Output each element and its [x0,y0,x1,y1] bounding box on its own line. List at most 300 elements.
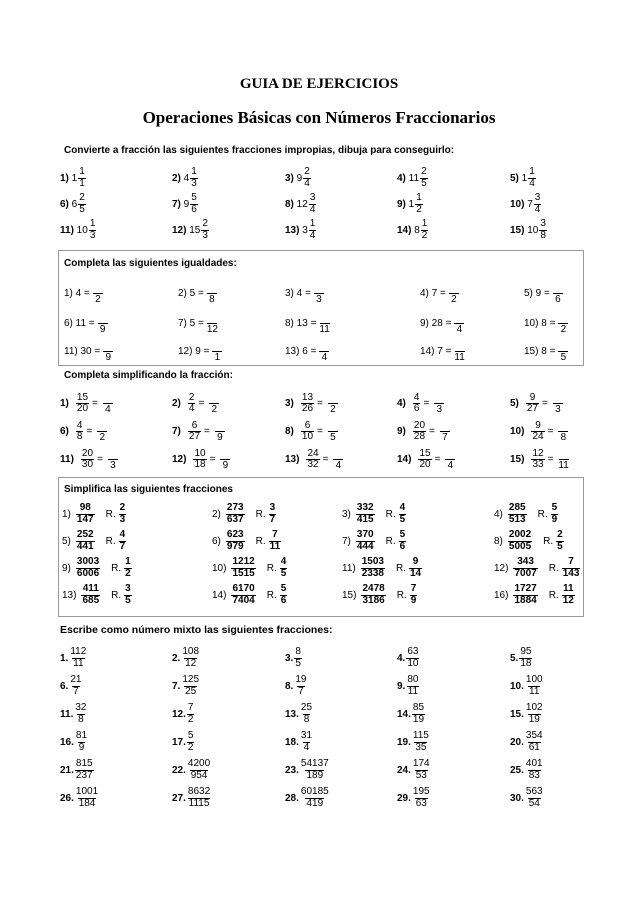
item-number: 6) [60,426,69,437]
blank-fraction[interactable] [98,312,108,335]
answer-fraction [119,503,127,525]
numerator: 285 [508,502,526,513]
numerator: 1212 [232,556,255,567]
numerator: 2 [79,192,85,203]
item-number: 2) [172,172,181,184]
item-number: 15) [510,224,525,236]
numerator: 3003 [76,556,100,567]
denominator: 444 [356,540,374,552]
mixed-conversion-item [172,759,212,781]
improper-fraction [187,703,195,725]
denominator: 4 [456,324,463,335]
numerator: 4 [399,502,406,513]
blank-numerator[interactable] [440,420,450,432]
page-subtitle: Operaciones Básicas con Números Fraccionarios [142,108,496,127]
simplify-item [60,420,107,443]
fraction-part [421,219,429,241]
denominator: 4 [447,460,454,471]
denominator: 6 [191,203,197,215]
item-number: 13. [285,708,299,720]
blank-numerator[interactable] [314,282,324,294]
denominator: 419 [306,797,324,809]
blank-fraction[interactable] [319,340,329,363]
blank-fraction[interactable] [212,340,222,363]
denominator: 2 [451,294,457,305]
numerator: 6 [304,419,311,431]
improper-fraction [412,759,431,781]
numerator: 815 [75,758,93,769]
improper-fraction [300,703,313,725]
equality-item [420,312,464,335]
numerator: 60185 [300,786,329,797]
numerator: 3 [534,192,541,203]
denominator: 513 [508,513,526,525]
item-number: 9) [397,198,406,210]
improper-fraction [525,703,544,725]
simplify-item [510,420,568,443]
fraction-part [309,193,317,215]
mixed-conversion-item [510,787,545,809]
numerator: 623 [226,529,244,540]
numerator: 2 [202,218,208,229]
denominator: 54 [528,797,540,809]
blank-numerator[interactable] [558,312,568,324]
denominator: 5 [79,203,85,215]
blank-fraction[interactable] [215,420,225,443]
answer-fraction [269,530,282,552]
denominator: 3 [436,404,443,415]
blank-fraction[interactable] [328,392,338,415]
original-fraction [188,393,196,415]
improper-fraction [187,759,211,781]
denominator: 20 [76,403,89,414]
numerator: 100 [525,674,543,685]
item-number: 14) [397,224,412,236]
numerator: 4 [280,556,287,567]
mixed-number-item [510,167,537,189]
denominator: 8 [303,713,310,725]
equality-item [524,312,568,335]
whole-part: 6 [68,198,78,210]
numerator: 9 [529,391,536,403]
numerator: 1 [89,218,96,229]
denominator: 8 [78,713,84,725]
item-number: 11) [342,562,356,574]
numerator: 1 [125,556,131,567]
denominator: 4 [309,203,316,215]
fraction-part [78,193,86,215]
original-fraction [81,449,94,471]
item-number: 4. [397,652,406,664]
item-number: 17. [172,736,186,748]
numerator: 98 [79,502,91,513]
blank-numerator[interactable] [319,340,329,352]
mixed-conversion-item [285,647,303,669]
fraction-part [303,167,311,189]
equals-sign: = [317,398,323,409]
blank-numerator[interactable] [108,448,118,460]
denominator: 30 [81,459,94,470]
equals-sign: = [547,426,554,437]
numerator: 9 [535,419,541,431]
blank-numerator[interactable] [553,392,563,404]
improper-fraction [187,787,211,809]
original-fraction [193,449,206,471]
blank-fraction[interactable] [209,392,219,415]
answer-fraction [280,557,288,579]
denominator: 4 [303,741,310,753]
fraction-part [78,167,86,189]
item-number: 14) [397,454,412,465]
denominator: 14 [409,567,422,579]
fraction-to-simplify [361,557,385,579]
mixed-conversion-item [285,703,314,725]
answer-fraction [399,503,407,525]
equality-label: 13) 6 = [285,346,317,357]
answer-label: R. [105,535,116,547]
blank-fraction[interactable] [220,448,230,471]
equality-label: 9) 28 = [420,318,452,329]
improper-fraction [412,787,431,809]
blank-fraction[interactable] [434,392,444,415]
blank-fraction[interactable] [207,312,218,335]
denominator: 11 [269,540,281,552]
denominator: 1115 [188,797,210,809]
denominator: 2338 [361,567,384,579]
mixed-conversion-item [60,759,95,781]
improper-fraction [75,731,88,753]
simplify-item [510,448,569,471]
blank-fraction[interactable] [449,282,459,305]
item-number: 2) [212,508,221,520]
numerator: 10 [194,447,206,459]
numerator: 5 [280,583,287,594]
improper-fraction [519,647,532,669]
denominator: 2 [416,203,422,215]
denominator: 4 [309,229,316,241]
fraction-part [190,167,198,189]
blank-fraction[interactable] [328,420,338,443]
denominator: 8 [560,432,567,443]
improper-fraction [412,703,425,725]
blank-numerator[interactable] [220,448,230,460]
denominator: 7007 [514,567,537,579]
item-number: 7) [172,426,181,437]
denominator: 637 [226,513,244,525]
numerator: 95 [520,646,532,657]
item-number: 4) [397,172,406,184]
numerator: 5 [551,502,558,513]
item-number: 10) [212,562,227,574]
denominator: 11 [558,460,569,471]
answer-label: R. [385,535,396,547]
reduce-item [212,503,277,525]
numerator: 174 [412,758,430,769]
blank-numerator[interactable] [103,392,113,404]
section-3-instruction: Completa simplificando la fracción: [64,370,233,381]
blank-numerator[interactable] [445,448,455,460]
denominator: 2 [560,324,567,335]
answer-fraction [119,530,127,552]
fraction-to-simplify [76,503,95,525]
blank-numerator[interactable] [449,282,459,294]
simplify-item [285,448,343,471]
numerator: 3 [309,192,316,203]
simplify-item [60,448,118,471]
mixed-conversion-item [397,703,426,725]
denominator: 5 [399,513,406,525]
blank-numerator[interactable] [559,448,569,460]
item-number: 7) [342,535,351,547]
equals-sign: = [209,454,216,465]
blank-numerator[interactable] [93,282,103,294]
simplify-item [397,420,450,443]
equality-label: 11) 30 = [64,346,101,357]
fraction-to-simplify [513,557,537,579]
mixed-conversion-item [397,731,431,753]
mixed-conversion-item [397,675,420,697]
blank-fraction[interactable] [333,448,343,471]
blank-fraction[interactable] [558,312,568,335]
numerator: 11 [562,583,574,594]
denominator: 2 [95,294,101,305]
blank-numerator[interactable] [103,340,113,352]
blank-fraction[interactable] [553,392,563,415]
fraction-to-simplify [508,503,527,525]
denominator: 6 [413,403,420,414]
denominator: 33 [532,459,544,470]
blank-fraction[interactable] [207,282,217,305]
denominator: 3 [191,177,197,189]
blank-numerator[interactable] [558,340,568,352]
blank-numerator[interactable] [98,312,108,324]
numerator: 9 [412,556,419,567]
blank-numerator[interactable] [455,340,465,352]
item-number: 6) [212,535,221,547]
answer-fraction [562,557,581,579]
mixed-conversion-item [172,787,212,809]
item-number: 15. [510,708,524,720]
blank-fraction[interactable] [314,282,324,305]
blank-numerator[interactable] [209,392,219,404]
mixed-conversion-item [285,675,308,697]
equality-label: 6) 11 = [64,318,95,329]
fraction-to-simplify [513,584,537,606]
denominator: 9 [105,352,112,363]
improper-fraction [181,647,200,669]
answer-fraction [551,503,559,525]
fraction-to-simplify [231,584,255,606]
blank-numerator[interactable] [328,420,338,432]
blank-fraction[interactable] [108,448,118,471]
numerator: 2478 [362,583,385,594]
numerator: 2 [304,166,310,177]
numerator: 4 [413,391,420,403]
denominator: 19 [412,713,425,725]
item-number: 21. [60,764,74,776]
numerator: 13 [301,391,314,403]
whole-part: 15 [186,224,201,236]
denominator: 5 [560,352,567,363]
answer-label: R. [255,535,266,547]
equality-item [524,340,568,363]
mixed-number-item [60,193,87,215]
numerator: 32 [75,702,87,713]
item-number: 3) [342,508,351,520]
denominator: 2 [187,741,194,753]
denominator: 184 [78,797,96,809]
denominator: 2 [421,229,428,241]
denominator: 35 [415,741,427,753]
numerator: 4 [119,529,126,540]
blank-numerator[interactable] [434,392,444,404]
numerator: 21 [70,674,82,685]
blank-fraction[interactable] [454,340,464,363]
denominator: 6 [555,294,561,305]
item-number: 4) [397,398,406,409]
item-number: 8) [494,535,503,547]
numerator: 2 [188,391,195,403]
equality-label: 10) 8 = [524,318,556,329]
reduce-item [342,503,407,525]
blank-fraction[interactable] [558,448,568,471]
simplify-item [397,392,444,415]
equality-item [420,340,465,363]
equals-sign: = [86,426,93,437]
answer-label: R. [111,589,122,601]
equality-label: 8) 13 = [285,318,317,329]
answer-fraction [410,584,418,606]
denominator: 5 [421,177,427,189]
numerator: 80 [407,674,419,685]
mixed-conversion-item [285,787,331,809]
blank-numerator[interactable] [328,392,338,404]
denominator: 12 [206,324,218,335]
improper-fraction [406,675,419,697]
blank-fraction[interactable] [97,420,107,443]
blank-fraction[interactable] [440,420,450,443]
blank-numerator[interactable] [97,420,107,432]
blank-numerator[interactable] [553,282,563,294]
mixed-conversion-item [397,787,432,809]
simplify-item [172,448,230,471]
mixed-conversion-item [60,731,89,753]
denominator: 5 [295,657,301,669]
numerator: 112 [70,646,87,657]
blank-numerator[interactable] [320,312,330,324]
denominator: 27 [526,403,539,414]
numerator: 1001 [75,786,99,797]
item-number: 11. [60,708,74,720]
denominator: 8 [540,229,546,241]
improper-fraction [300,759,330,781]
equals-sign: = [97,454,103,465]
denominator: 3 [555,404,561,415]
numerator: 5 [399,529,406,540]
blank-numerator[interactable] [207,312,217,324]
numerator: 1 [416,192,422,203]
improper-fraction [187,731,195,753]
item-number: 13) [285,224,300,236]
reduce-item [494,530,565,552]
denominator: 63 [415,797,427,809]
blank-numerator[interactable] [215,420,225,432]
answer-label: R. [396,589,407,601]
improper-fraction [300,731,313,753]
simplify-item [285,392,338,415]
blank-fraction[interactable] [558,340,568,363]
denominator: 11 [319,324,330,335]
blank-fraction[interactable] [93,282,103,305]
numerator: 115 [412,730,429,741]
numerator: 108 [182,646,200,657]
denominator: 25 [185,685,197,697]
blank-fraction[interactable] [454,312,464,335]
blank-fraction[interactable] [553,282,563,305]
denominator: 19 [528,713,540,725]
mixed-number-item [397,219,429,241]
numerator: 54137 [300,758,329,769]
equals-sign: = [423,398,430,409]
item-number: 8) [285,426,294,437]
numerator: 2 [557,529,563,540]
item-number: 3. [285,652,294,664]
improper-fraction [406,647,419,669]
denominator: 1515 [232,567,255,579]
blank-fraction[interactable] [319,312,329,335]
numerator: 15 [419,447,431,459]
blank-numerator[interactable] [558,420,568,432]
equals-sign: = [198,398,205,409]
item-number: 14. [397,708,411,720]
blank-fraction[interactable] [445,448,455,471]
denominator: 11 [529,685,540,697]
denominator: 5 [330,432,336,443]
numerator: 31 [300,730,313,741]
whole-part: 1 [518,172,528,184]
improper-fraction [300,787,330,809]
numerator: 5 [191,192,197,203]
original-fraction [306,449,319,471]
equality-label: 5) 9 = [524,288,550,299]
improper-fraction [525,675,544,697]
denominator: 11 [407,685,419,697]
item-number: 5. [510,652,519,664]
denominator: 12 [185,657,197,669]
answer-label: R. [105,508,116,520]
blank-numerator[interactable] [212,340,222,352]
fraction-part [534,193,542,215]
blank-numerator[interactable] [207,282,217,294]
blank-numerator[interactable] [333,448,343,460]
equality-item [64,340,113,363]
whole-part: 10 [73,224,88,236]
mixed-number-item [172,167,199,189]
blank-fraction[interactable] [103,340,113,363]
denominator: 2 [125,567,131,579]
blank-fraction[interactable] [558,420,568,443]
numerator: 20 [81,447,94,459]
equals-sign: = [317,426,323,437]
improper-fraction [74,703,87,725]
item-number: 10. [510,680,524,692]
reduce-item [62,557,133,579]
numerator: 4 [76,419,83,431]
item-number: 9) [397,426,406,437]
blank-numerator[interactable] [454,312,464,324]
blank-fraction[interactable] [103,392,113,415]
original-fraction [418,449,431,471]
